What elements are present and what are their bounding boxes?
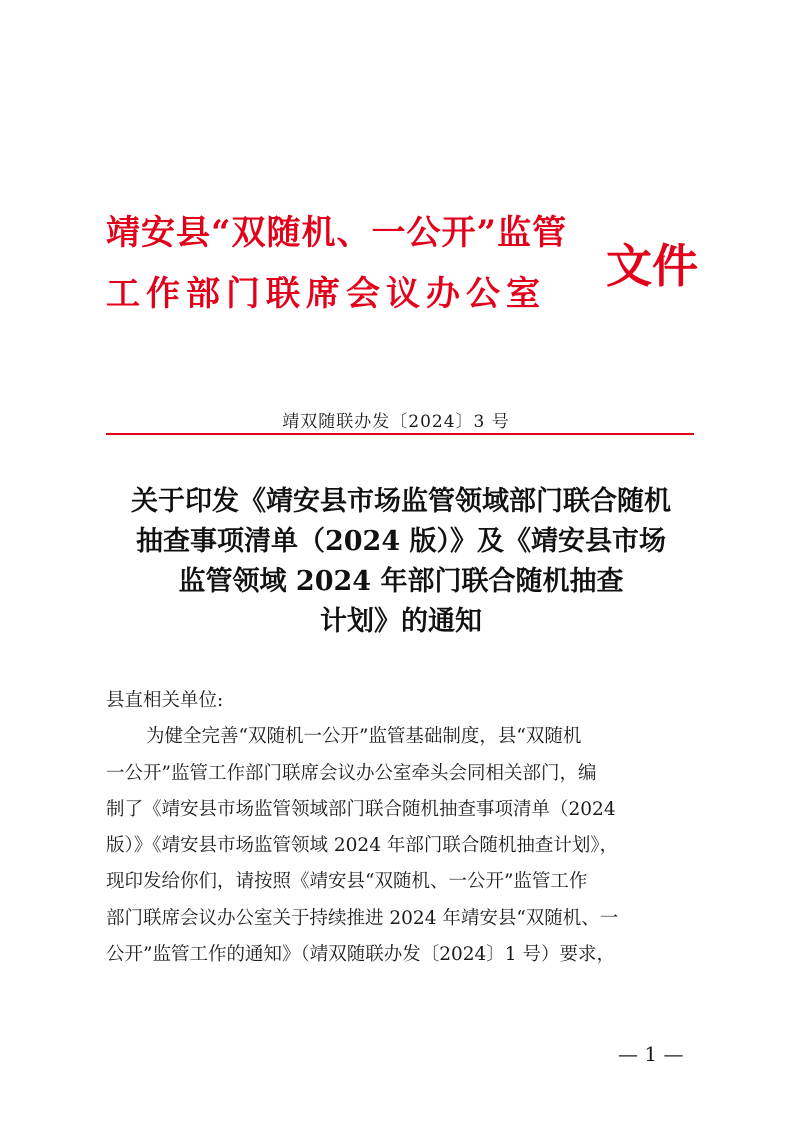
document-title (96, 482, 706, 642)
document-number: 靖双随联办发〔2024〕3 号 (282, 412, 510, 432)
document-type-label: 文件 (606, 239, 698, 293)
document-body (106, 683, 696, 973)
red-separator-rule (106, 433, 694, 435)
body-line: 版）》《靖安县市场监管领域 2024 年部门联合随机抽查计划》， (106, 835, 619, 857)
issuer-name-line-2: 工作部门联席会议办公室 (106, 274, 546, 314)
body-line: 一公开”监管工作部门联席会议办公室牵头会同相关部门，编 (106, 762, 597, 784)
body-line: 现印发给你们，请按照《靖安县“双随机、一公开”监管工作 (106, 871, 588, 893)
title-line: 监管领域 2024 年部门联合随机抽查 (178, 566, 624, 597)
salutation: 县直相关单位: (106, 690, 224, 711)
body-line: 公开”监管工作的通知》（靖双随联办发〔2024〕1 号）要求， (106, 944, 615, 966)
issuer-name-line-1: 靖安县“双随机、一公开”监管 (106, 213, 568, 253)
body-line: 为健全完善“双随机一公开”监管基础制度，县“双随机 (146, 726, 582, 748)
body-line: 部门联席会议办公室关于持续推进 2024 年靖安县“双随机、一 (106, 907, 619, 929)
title-line: 计划》的通知 (320, 606, 482, 637)
title-line: 抽查事项清单（2024 版）》及《靖安县市场 (135, 526, 667, 557)
page-number: — 1 — (618, 1042, 684, 1066)
body-line: 制了《靖安县市场监管领域部门联合随机抽查事项清单（2024 (106, 798, 616, 820)
title-line: 关于印发《靖安县市场监管领域部门联合随机 (131, 486, 671, 517)
